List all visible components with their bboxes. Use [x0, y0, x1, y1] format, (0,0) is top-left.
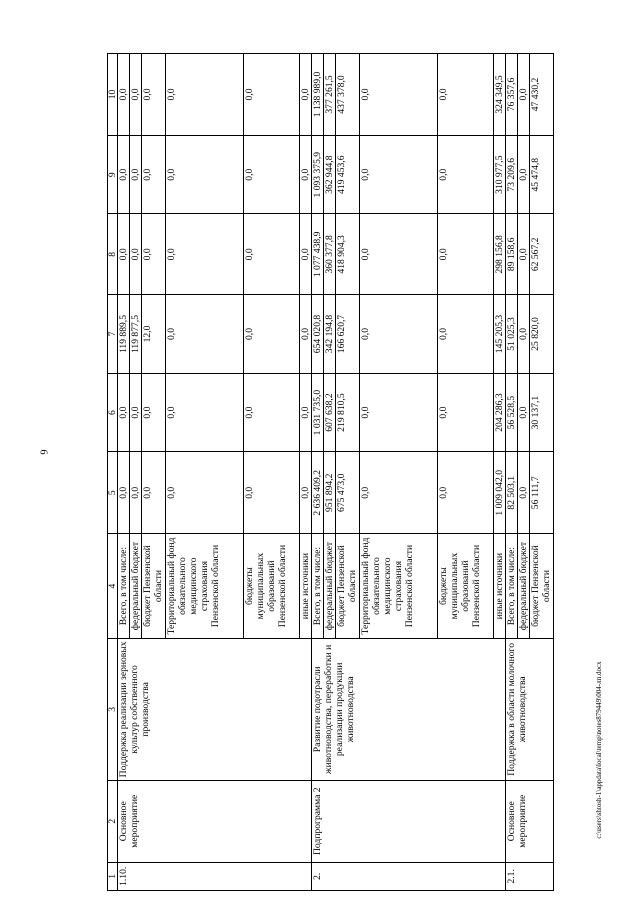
amount-cell: 0,0 [360, 214, 438, 295]
amount-cell: 0,0 [130, 214, 142, 295]
amount-cell: 0,0 [130, 373, 142, 452]
amount-cell: 0,0 [166, 214, 244, 295]
amount-cell: 0,0 [244, 135, 300, 214]
funding-source: бюджеты муниципальных образований Пензенской области [438, 534, 494, 639]
amount-cell: 1 093 375,9 [312, 135, 324, 214]
amount-cell: 310 977,5 [494, 135, 506, 214]
amount-cell: 1 031 735,0 [312, 373, 324, 452]
amount-cell: 342 194,8 [324, 295, 336, 374]
file-path: c:\users\shtosh-1\appdata\local\temp\notes879449\004-лп.docx [595, 661, 603, 839]
header-cell: 10 [108, 54, 118, 136]
funding-source: бюджет Пензенской области [142, 534, 166, 639]
header-cell: 1 [108, 862, 118, 890]
amount-cell: 0,0 [438, 135, 494, 214]
item-type: Основное мероприятие [118, 780, 312, 862]
amount-cell: 1 077 438,9 [312, 214, 324, 295]
amount-cell: 119 877,5 [130, 295, 142, 374]
item-number: 2. [312, 862, 506, 890]
amount-cell: 0,0 [300, 452, 312, 534]
header-cell: 9 [108, 135, 118, 214]
amount-cell: 0,0 [518, 214, 530, 295]
header-cell: 3 [108, 638, 118, 780]
amount-cell: 82 503,1 [506, 452, 518, 534]
amount-cell: 56 528,5 [506, 373, 518, 452]
header-row [108, 54, 118, 891]
amount-cell: 0,0 [438, 214, 494, 295]
funding-source: Всего, в том числе: [506, 534, 518, 639]
amount-cell: 0,0 [438, 295, 494, 374]
amount-cell: 76 357,6 [506, 54, 518, 136]
amount-cell: 951 894,2 [324, 452, 336, 534]
amount-cell: 0,0 [518, 135, 530, 214]
amount-cell: 0,0 [118, 135, 130, 214]
amount-cell: 324 349,5 [494, 54, 506, 136]
amount-cell: 0,0 [244, 295, 300, 374]
header-cell: 8 [108, 214, 118, 295]
amount-cell: 362 944,8 [324, 135, 336, 214]
amount-cell: 0,0 [360, 452, 438, 534]
amount-cell: 166 620,7 [336, 295, 360, 374]
page-number: 6 [37, 449, 49, 455]
item-number: 1.10. [118, 862, 312, 890]
amount-cell: 0,0 [360, 135, 438, 214]
funding-source: бюджет Пензенской области [336, 534, 360, 639]
amount-cell: 0,0 [244, 54, 300, 136]
budget-table [107, 53, 554, 891]
amount-cell: 0,0 [142, 214, 166, 295]
amount-cell: 0,0 [118, 54, 130, 136]
amount-cell: 0,0 [300, 214, 312, 295]
table-row [506, 54, 518, 891]
amount-cell: 360 377,8 [324, 214, 336, 295]
funding-source: иные источники [300, 534, 312, 639]
item-description: Поддержка реализации зерновых культур собственного производства [118, 638, 312, 780]
amount-cell: 219 810,5 [336, 373, 360, 452]
funding-source: бюджеты муниципальных образований Пензенской области [244, 534, 300, 639]
amount-cell: 0,0 [438, 452, 494, 534]
amount-cell: 47 430,2 [530, 54, 554, 136]
amount-cell: 0,0 [166, 54, 244, 136]
header-cell: 6 [108, 373, 118, 452]
funding-source: Территориальный фонд обязательного медицинского страхования Пензенской области [166, 534, 244, 639]
amount-cell: 607 638,2 [324, 373, 336, 452]
amount-cell: 62 567,2 [530, 214, 554, 295]
amount-cell: 0,0 [142, 54, 166, 136]
amount-cell: 30 137,1 [530, 373, 554, 452]
amount-cell: 0,0 [360, 373, 438, 452]
amount-cell: 419 453,6 [336, 135, 360, 214]
amount-cell: 25 820,0 [530, 295, 554, 374]
amount-cell: 0,0 [244, 373, 300, 452]
amount-cell: 0,0 [130, 452, 142, 534]
amount-cell: 0,0 [300, 135, 312, 214]
amount-cell: 0,0 [142, 452, 166, 534]
amount-cell: 56 111,7 [530, 452, 554, 534]
funding-source: федеральный бюджет [518, 534, 530, 639]
amount-cell: 0,0 [166, 135, 244, 214]
amount-cell: 89 158,6 [506, 214, 518, 295]
amount-cell: 437 378,0 [336, 54, 360, 136]
amount-cell: 204 286,3 [494, 373, 506, 452]
amount-cell: 0,0 [166, 373, 244, 452]
amount-cell: 73 209,6 [506, 135, 518, 214]
amount-cell: 0,0 [118, 452, 130, 534]
funding-source: Территориальный фонд обязательного медицинского страхования Пензенской области [360, 534, 438, 639]
amount-cell: 145 205,3 [494, 295, 506, 374]
item-description: Поддержка в области молочного животноводства [506, 638, 554, 780]
header-cell: 2 [108, 780, 118, 862]
amount-cell: 0,0 [438, 373, 494, 452]
amount-cell: 0,0 [142, 373, 166, 452]
amount-cell: 0,0 [166, 295, 244, 374]
amount-cell: 119 889,5 [118, 295, 130, 374]
table-row [118, 54, 130, 891]
amount-cell: 0,0 [118, 214, 130, 295]
table-row [312, 54, 324, 891]
funding-source: бюджет Пензенской области [530, 534, 554, 639]
funding-source: Всего, в том числе: [118, 534, 130, 639]
amount-cell: 0,0 [518, 452, 530, 534]
amount-cell: 0,0 [518, 373, 530, 452]
amount-cell: 0,0 [300, 373, 312, 452]
amount-cell: 0,0 [518, 54, 530, 136]
amount-cell: 0,0 [142, 135, 166, 214]
amount-cell: 0,0 [166, 452, 244, 534]
item-number: 2.1. [506, 862, 554, 890]
amount-cell: 0,0 [438, 54, 494, 136]
header-cell: 7 [108, 295, 118, 374]
amount-cell: 418 904,3 [336, 214, 360, 295]
amount-cell: 2 636 409,2 [312, 452, 324, 534]
budget-table-container [107, 53, 627, 891]
item-type: Подпрограмма 2 [312, 780, 506, 862]
amount-cell: 0,0 [244, 214, 300, 295]
amount-cell: 675 473,0 [336, 452, 360, 534]
amount-cell: 0,0 [300, 54, 312, 136]
amount-cell: 298 156,8 [494, 214, 506, 295]
amount-cell: 0,0 [130, 54, 142, 136]
funding-source: федеральный бюджет [324, 534, 336, 639]
amount-cell: 45 474,8 [530, 135, 554, 214]
header-cell: 5 [108, 452, 118, 534]
amount-cell: 0,0 [360, 54, 438, 136]
header-cell: 4 [108, 534, 118, 639]
amount-cell: 0,0 [518, 295, 530, 374]
amount-cell: 0,0 [118, 373, 130, 452]
item-type: Основное мероприятие [506, 780, 554, 862]
amount-cell: 0,0 [360, 295, 438, 374]
amount-cell: 1 138 989,0 [312, 54, 324, 136]
item-description: Развитие подотрасли животноводства, переработки и реализации продукции животноводства [312, 638, 506, 780]
amount-cell: 654 020,8 [312, 295, 324, 374]
amount-cell: 1 009 042,0 [494, 452, 506, 534]
amount-cell: 0,0 [130, 135, 142, 214]
amount-cell: 0,0 [244, 452, 300, 534]
funding-source: Всего, в том числе: [312, 534, 324, 639]
amount-cell: 0,0 [300, 295, 312, 374]
amount-cell: 51 025,3 [506, 295, 518, 374]
amount-cell: 12,0 [142, 295, 166, 374]
funding-source: федеральный бюджет [130, 534, 142, 639]
amount-cell: 377 261,5 [324, 54, 336, 136]
funding-source: иные источники [494, 534, 506, 639]
